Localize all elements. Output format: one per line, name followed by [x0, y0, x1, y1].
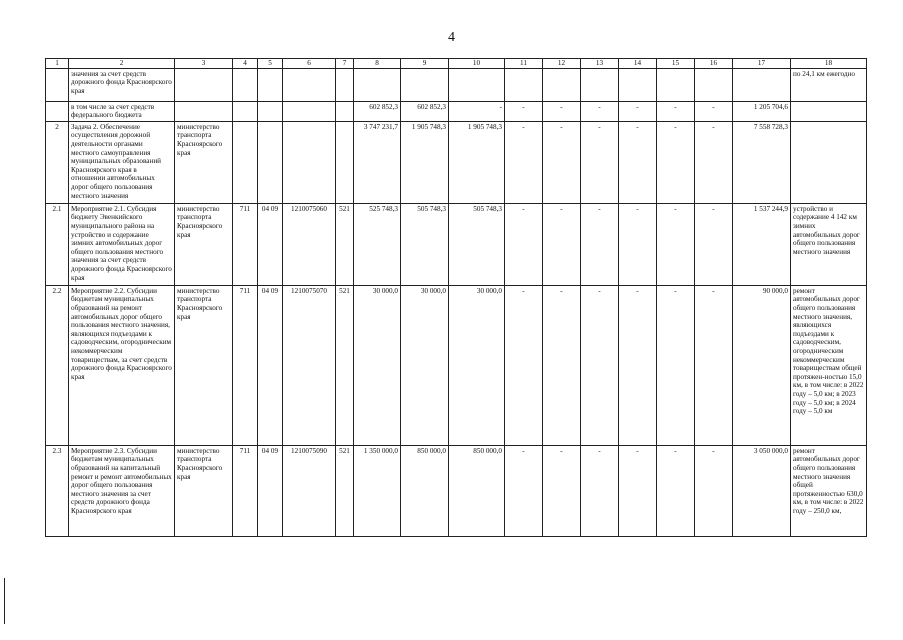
table-cell: Мероприятие 2.1. Субсидия бюджету Эвенкийского муниципального района на устройство и содержание зимних автомобильных дорог общего пользования местного значения за счет средств дорожного фонда Красноярского края: [69, 203, 175, 285]
header-cell: 15: [657, 59, 695, 69]
table-cell: -: [695, 203, 733, 285]
table-cell: -: [543, 121, 581, 203]
header-cell: 8: [354, 59, 401, 69]
table-cell: 521: [336, 445, 354, 536]
table-cell: [283, 101, 336, 121]
table-cell: -: [581, 285, 619, 445]
table-row: [46, 445, 867, 536]
program-table: [45, 58, 867, 537]
table-cell: [258, 101, 283, 121]
table-cell: 04 09: [258, 285, 283, 445]
table-cell: [233, 121, 258, 203]
table-cell: -: [695, 445, 733, 536]
table-cell: министерство транспорта Красноярского края: [175, 285, 233, 445]
table-row: [46, 101, 867, 121]
table-cell: [46, 68, 69, 101]
table-cell: 1 537 244,9: [733, 203, 791, 285]
table-cell: министерство транспорта Красноярского края: [175, 445, 233, 536]
table-cell: [233, 68, 258, 101]
header-cell: 10: [449, 59, 505, 69]
table-cell: в том числе за счет средств федерального бюджета: [69, 101, 175, 121]
table-cell: 521: [336, 203, 354, 285]
table-cell: 505 748,3: [401, 203, 449, 285]
table-cell: -: [619, 285, 657, 445]
table-cell: -: [619, 445, 657, 536]
table-cell: Мероприятие 2.3. Субсидии бюджетам муниципальных образований на капитальный ремонт и ремонт автомобильных дорог общего пользования местного значения за счет средств дорожного фонда Красноярского края: [69, 445, 175, 536]
table-cell: -: [581, 101, 619, 121]
table-cell: 1 205 704,6: [733, 101, 791, 121]
table-cell: [258, 68, 283, 101]
table-cell: [336, 101, 354, 121]
table-cell: [46, 101, 69, 121]
table-cell: ремонт автомобильных дорог общего пользования местного значения, являющихся подъездами к садоводческим, огородническим некоммерческим товариществам общей протяжен-ностью 15,0 км, в том числе: в 2022 году – 5,0 км; в 2023 году – 5,0 км; в 2024 году – 5,0 км: [791, 285, 867, 445]
table-cell: -: [449, 101, 505, 121]
table-cell: -: [543, 445, 581, 536]
header-cell: 11: [505, 59, 543, 69]
table-cell: 3 747 231,7: [354, 121, 401, 203]
table-cell: 2.2: [46, 285, 69, 445]
table-cell: [657, 68, 695, 101]
table-row: [46, 121, 867, 203]
table-cell: Мероприятие 2.2. Субсидии бюджетам муниципальных образований на ремонт автомобильных дорог общего пользования местного значения, являющихся подъездами к садоводческим, огородническим некоммерческим товариществам, за счет средств дорожного фонда Красноярского края: [69, 285, 175, 445]
table-cell: 711: [233, 203, 258, 285]
table-cell: 2: [46, 121, 69, 203]
header-cell: 16: [695, 59, 733, 69]
table-cell: -: [657, 101, 695, 121]
table-cell: [401, 68, 449, 101]
header-cell: 18: [791, 59, 867, 69]
table-cell: 1 350 000,0: [354, 445, 401, 536]
table-row: [46, 285, 867, 445]
table-cell: устройство и содержание 4 142 км зимних автомобильных дорог общего пользования местного значения: [791, 203, 867, 285]
table-cell: [449, 68, 505, 101]
table-cell: -: [619, 101, 657, 121]
table-cell: -: [505, 203, 543, 285]
table-cell: значения за счет средств дорожного фонда Красноярского края: [69, 68, 175, 101]
header-cell: 2: [69, 59, 175, 69]
column-number-row: [46, 59, 867, 69]
table-cell: 521: [336, 285, 354, 445]
table-cell: 7 558 728,3: [733, 121, 791, 203]
table-cell: [791, 121, 867, 203]
table-cell: 04 09: [258, 445, 283, 536]
table-cell: [733, 68, 791, 101]
table-cell: 1 905 748,3: [449, 121, 505, 203]
table-cell: по 24,1 км ежегодно: [791, 68, 867, 101]
table-cell: 525 748,3: [354, 203, 401, 285]
table-cell: [354, 68, 401, 101]
table-cell: -: [505, 101, 543, 121]
table-cell: [619, 68, 657, 101]
table-cell: 602 852,3: [401, 101, 449, 121]
header-cell: 1: [46, 59, 69, 69]
table-cell: -: [657, 445, 695, 536]
table-cell: [258, 121, 283, 203]
table-cell: -: [543, 203, 581, 285]
header-cell: 14: [619, 59, 657, 69]
table-cell: [283, 68, 336, 101]
table-cell: [791, 101, 867, 121]
table-cell: 1210075070: [283, 285, 336, 445]
table-cell: -: [543, 285, 581, 445]
table-cell: [543, 68, 581, 101]
table-cell: 602 852,3: [354, 101, 401, 121]
table-cell: -: [695, 101, 733, 121]
header-cell: 7: [336, 59, 354, 69]
table-row: [46, 68, 867, 101]
table-cell: [695, 68, 733, 101]
table-cell: -: [581, 445, 619, 536]
header-cell: 17: [733, 59, 791, 69]
table-cell: министерство транспорта Красноярского края: [175, 203, 233, 285]
header-cell: 9: [401, 59, 449, 69]
table-cell: [336, 121, 354, 203]
header-cell: 5: [258, 59, 283, 69]
table-cell: 850 000,0: [449, 445, 505, 536]
table-cell: министерство транспорта Красноярского края: [175, 121, 233, 203]
table-cell: 711: [233, 285, 258, 445]
table-cell: 1210075060: [283, 203, 336, 285]
table-cell: 711: [233, 445, 258, 536]
table-cell: -: [505, 121, 543, 203]
header-cell: 12: [543, 59, 581, 69]
table-row: [46, 203, 867, 285]
table-cell: Задача 2. Обеспечение осуществления дорожной деятельности органами местного самоуправления муниципальных образований Красноярского края в отношении автомобильных дорог общего пользования местного значения: [69, 121, 175, 203]
table-cell: 30 000,0: [354, 285, 401, 445]
table-cell: 04 09: [258, 203, 283, 285]
table-cell: [175, 68, 233, 101]
table-cell: [581, 68, 619, 101]
table-cell: -: [505, 445, 543, 536]
table-cell: -: [657, 121, 695, 203]
table-cell: -: [657, 285, 695, 445]
table-cell: 90 000,0: [733, 285, 791, 445]
table-cell: -: [619, 121, 657, 203]
table-cell: 1 905 748,3: [401, 121, 449, 203]
table-cell: -: [657, 203, 695, 285]
margin-mark: [4, 578, 5, 624]
table-cell: 30 000,0: [401, 285, 449, 445]
table-cell: 30 000,0: [449, 285, 505, 445]
table-cell: [283, 121, 336, 203]
table-cell: [175, 101, 233, 121]
table-cell: [233, 101, 258, 121]
table-cell: -: [619, 203, 657, 285]
table-cell: 3 050 000,0: [733, 445, 791, 536]
header-cell: 4: [233, 59, 258, 69]
table-cell: 505 748,3: [449, 203, 505, 285]
table-cell: -: [505, 285, 543, 445]
page-number: 4: [448, 30, 455, 45]
table-cell: -: [581, 121, 619, 203]
header-cell: 13: [581, 59, 619, 69]
table-cell: -: [581, 203, 619, 285]
table-cell: -: [695, 285, 733, 445]
table-cell: ремонт автомобильных дорог общего пользования местного значения общей протяженностью 630,0 км, в том числе: в 2022 году – 250,0 км,: [791, 445, 867, 536]
table-cell: [336, 68, 354, 101]
table-cell: -: [543, 101, 581, 121]
table-cell: 2.3: [46, 445, 69, 536]
header-cell: 3: [175, 59, 233, 69]
table-cell: -: [695, 121, 733, 203]
table-cell: 1210075090: [283, 445, 336, 536]
table-cell: [505, 68, 543, 101]
header-cell: 6: [283, 59, 336, 69]
table-cell: 850 000,0: [401, 445, 449, 536]
table-cell: 2.1: [46, 203, 69, 285]
